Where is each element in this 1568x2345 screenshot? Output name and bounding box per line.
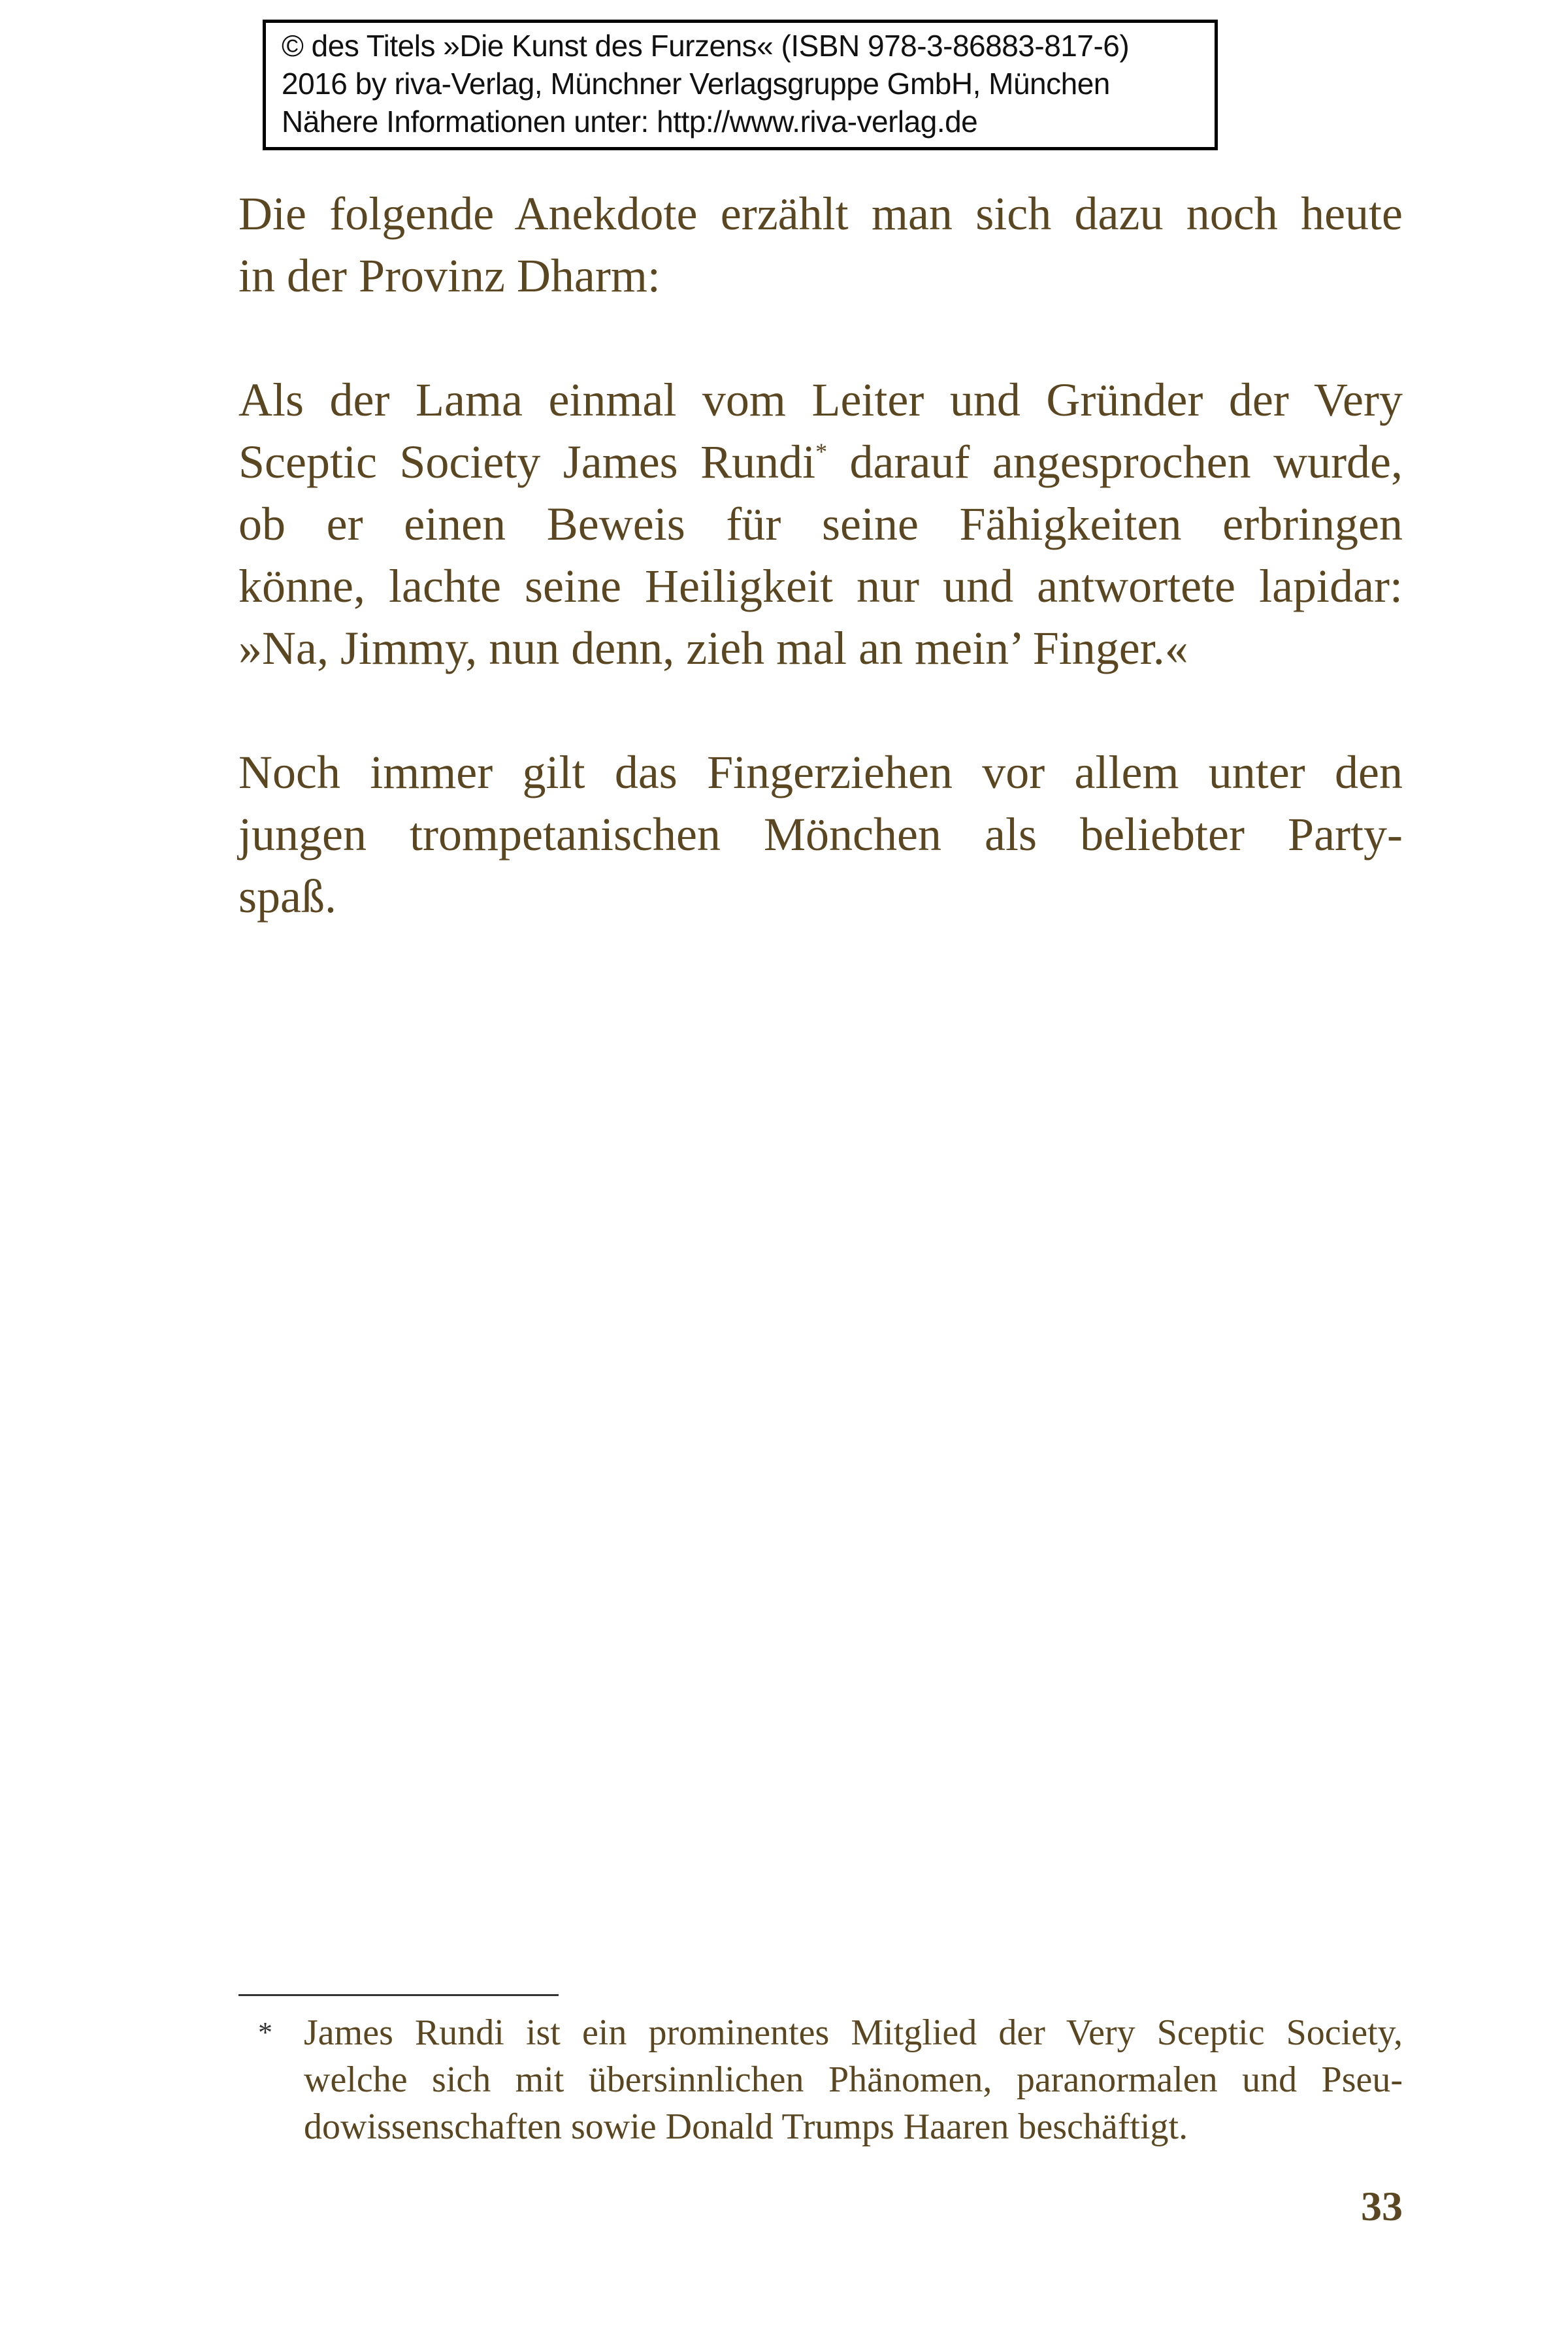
footnote-line: welche sich mit übersinnlichen Phänomen, paranormalen und Pseu- [304, 2059, 1403, 2100]
page-number: 33 [1361, 2183, 1403, 2229]
text-line: jungen trompetanischen Mönchen als beliebter Party- [238, 808, 1403, 861]
copyright-notice [263, 20, 1218, 150]
paragraph-anecdote-intro [238, 183, 1403, 307]
text-fragment: Sceptic Society James Rundi [238, 436, 816, 488]
text-fragment: darauf angesprochen wurde, [827, 436, 1403, 488]
text-line: Noch immer gilt das Fingerziehen vor allem unter den [238, 746, 1403, 798]
paragraph-anecdote [238, 369, 1403, 680]
copyright-line: Nähere Informationen unter: http://www.riva-verlag.de [282, 105, 978, 139]
footnote-line: James Rundi ist ein prominentes Mitglied der Very Sceptic Society, [304, 2012, 1403, 2053]
paragraph-finger-pulling [238, 742, 1403, 928]
text-line: in der Provinz Dharm: [238, 250, 661, 302]
text-line [238, 431, 1403, 493]
text-line: könne, lachte seine Heiligkeit nur und antwortete lapidar: [238, 560, 1403, 612]
text-line: ob er einen Beweis für seine Fähigkeiten erbringen [238, 498, 1403, 550]
footnote-text [304, 2009, 1403, 2150]
footnote-reference: * [815, 438, 828, 465]
text-line: Die folgende Anekdote erzählt man sich dazu noch heute [238, 188, 1403, 240]
text-line: spaß. [238, 870, 336, 923]
footnote-separator [238, 1994, 559, 1996]
copyright-line: 2016 by riva-Verlag, Münchner Verlagsgruppe GmbH, München [282, 67, 1110, 101]
text-line: Als der Lama einmal vom Leiter und Gründer der Very [238, 374, 1403, 426]
footnote-marker: * [258, 2016, 272, 2048]
text-line: »Na, Jimmy, nun denn, zieh mal an mein’ Finger.« [238, 622, 1188, 674]
copyright-line: © des Titels »Die Kunst des Furzens« (ISBN 978-3-86883-817-6) [282, 29, 1130, 63]
footnote-line: dowissenschaften sowie Donald Trumps Haaren beschäftigt. [304, 2107, 1188, 2147]
footnote [238, 2009, 1403, 2150]
